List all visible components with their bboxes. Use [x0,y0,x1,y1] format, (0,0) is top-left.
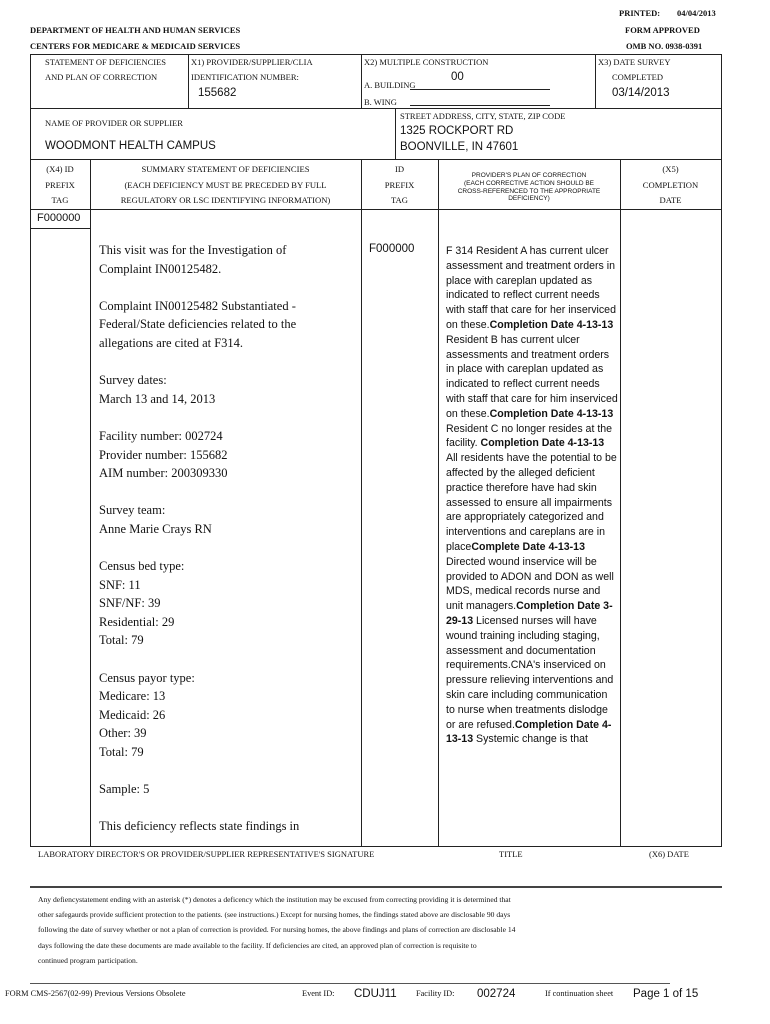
summary-paragraph [99,297,299,353]
address-line-1: 1325 ROCKPORT RD [400,125,514,137]
id-prefix-header: PREFIX [384,180,415,190]
x4-prefix-header: PREFIX [45,180,75,190]
summary-line: Medicare: 13 [99,689,166,704]
summary-line: Residential: 29 [99,614,175,629]
plan-text: F 314 Resident A has current ulcer assessment and treatment orders in place with careplan updated as indicated to reflect current needs with staff that care for her inserviced on these. [446,245,616,331]
plan-label: AND PLAN OF CORRECTION [45,72,158,82]
x1-label: X1) PROVIDER/SUPPLIER/CLIA [191,57,313,67]
completion-date-text: Complete Date 4-13-13 [471,540,585,553]
plan-header: PROVIDER'S PLAN OF CORRECTION [471,172,587,179]
plan-subheader-2: CROSS-REFERENCED TO THE APPROPRIATE [457,188,601,195]
plan-text: Resident C no longer resides at the facility. [446,422,613,450]
date-label: (X6) DATE [649,849,689,859]
form-approved: FORM APPROVED [625,25,700,35]
continuation-label: If continuation sheet [545,989,614,998]
omb-number: OMB NO. 0938-0391 [626,41,703,51]
summary-paragraph [99,371,299,408]
summary-paragraph [99,241,299,278]
address-label: STREET ADDRESS, CITY, STATE, ZIP CODE [400,111,566,121]
x5-completion-header: COMPLETION [642,180,699,190]
mid-tag: F000000 [369,243,415,255]
summary-line: Census payor type: [99,670,195,685]
x5-date-header: DATE [659,195,682,205]
agency-name: DEPARTMENT OF HEALTH AND HUMAN SERVICES [30,25,241,35]
plan-text: Systemic change is that [473,733,588,746]
summary-line: Total: 79 [99,745,144,760]
summary-line: SNF/NF: 39 [99,596,161,611]
summary-line: Anne Marie Crays RN [99,521,212,536]
facility-id-value: 002724 [477,988,516,1000]
x4-tag-header: TAG [51,195,69,205]
left-tag: F000000 [37,212,81,224]
provider-name-value: WOODMONT HEALTH CAMPUS [45,140,216,152]
disclaimer-line: continued program participation. [38,955,138,965]
summary-line: SNF: 11 [99,577,141,592]
x4-header: (X4) ID [46,164,74,174]
x1-sublabel: IDENTIFICATION NUMBER: [191,72,299,82]
summary-line: Medicaid: 26 [99,707,166,722]
provider-id-value: 155682 [198,87,237,99]
summary-paragraph [99,780,299,799]
summary-subheader-1: (EACH DEFICIENCY MUST BE PRECEDED BY FULL [124,180,327,190]
plan-text: Directed wound inservice will be provided to ADON and DON as well MDS, medical records nurse and unit managers. [446,555,614,613]
summary-line: Survey team: [99,503,166,518]
summary-paragraph [99,557,299,650]
x5-header: (X5) [662,164,679,174]
disclaimer [38,892,515,968]
summary-line: Census bed type: [99,559,185,574]
summary-statement [99,241,299,855]
disclaimer-line: other safegaurds provide sufficient protection to the patients. (see instructions.) Except for nursing homes, the findings stated above are disclosable 90 days [38,910,511,920]
summary-line: Total: 79 [99,633,144,648]
survey-date-value: 03/14/2013 [612,87,670,99]
wing-label: B. WING [364,97,397,107]
x2-label: X2) MULTIPLE CONSTRUCTION [364,57,489,67]
completion-date-text: Completion Date 4-13-13 [489,407,614,420]
completion-date-text: Completion Date 3-29-13 [446,600,613,627]
plan-text: All residents have the potential to be affected by the alleged deficient practice therefore have had skin assessed to ensure all impairments are appropriately categorized and interventions and careplans are in place [446,452,617,553]
disclaimer-line: days following the date these documents are made available to the facility. If deficiencies are cited, an approved plan of correction is requisite to [38,940,477,950]
x3-sublabel: COMPLETED [612,72,663,82]
event-id-label: Event ID: [302,989,335,998]
event-id-value: CDUJ11 [354,988,397,1000]
printed-date: 04/04/2013 [677,8,716,18]
plan-text: Licensed nurses will have wound training including staging, assessment and documentation requirements.CNA's inserviced on pressure relieving interventions and skin care including communication to nurse when treatments dislodge or are refused. [446,614,614,731]
completion-date-text: Completion Date 4-13-13 [489,318,614,331]
id-tag-header: TAG [391,195,408,205]
facility-id-label: Facility ID: [416,989,455,998]
disclaimer-line: following the date of survey whether or not a plan of correction is provided. For nursing homes, the above findings and plans of correction are disclosable 14 [38,925,516,935]
summary-header: SUMMARY STATEMENT OF DEFICIENCIES [141,164,310,174]
statement-label: STATEMENT OF DEFICIENCIES [45,57,167,67]
summary-line: This deficiency reflects state findings in [99,819,300,834]
printed-label: PRINTED: [619,8,661,18]
summary-line: Provider number: 155682 [99,447,228,462]
plan-subheader-1: (EACH CORRECTIVE ACTION SHOULD BE [463,180,595,187]
plan-text: Resident B has current ulcer assessments and treatment orders in place with careplan updated as indicated to reflect current needs with staff that care for him inserviced on these. [446,333,618,420]
summary-paragraph [99,669,299,762]
summary-line: AIM number: 200309330 [99,466,228,481]
id-header: ID [394,164,405,174]
disclaimer-line: Any defiencystatement ending with an asterisk (*) denotes a deficency which the institution may be excused from correcting providing it is determined that [38,895,511,904]
summary-line: Federal/State deficiencies related to the [99,317,297,332]
summary-line: Complaint IN00125482 Substantiated - [99,298,296,313]
summary-line: Other: 39 [99,726,147,741]
summary-line: Facility number: 002724 [99,428,223,443]
summary-paragraph [99,501,299,538]
summary-line: This visit was for the Investigation of [99,243,287,257]
summary-line: Survey dates: [99,373,167,388]
summary-line: Sample: 5 [99,782,150,797]
plan-of-correction [446,244,618,747]
summary-paragraph [99,817,299,836]
title-label: TITLE [499,849,523,859]
completion-date-text: Completion Date 4-13-13 [446,718,612,746]
summary-line: March 13 and 14, 2013 [99,391,216,406]
completion-date-text: Completion Date 4-13-13 [480,437,605,450]
summary-paragraph [99,427,299,483]
construction-value: 00 [451,71,464,83]
summary-subheader-2: REGULATORY OR LSC IDENTIFYING INFORMATION) [120,195,331,205]
signature-label: LABORATORY DIRECTOR'S OR PROVIDER/SUPPLIER REPRESENTATIVE'S SIGNATURE [38,849,375,859]
provider-name-label: NAME OF PROVIDER OR SUPPLIER [45,118,183,128]
form-number: FORM CMS-2567(02-99) Previous Versions Obsolete [5,989,186,998]
summary-line: Complaint IN00125482. [99,261,222,276]
plan-subheader-3: DEFICIENCY) [508,195,550,202]
agency-subname: CENTERS FOR MEDICARE & MEDICAID SERVICES [30,41,241,51]
x3-label: X3) DATE SURVEY [598,57,671,67]
address-line-2: BOONVILLE, IN 47601 [400,141,519,153]
page-number: Page 1 of 15 [633,988,699,1000]
summary-line: allegations are cited at F314. [99,335,244,350]
building-label: A. BUILDING [364,80,416,90]
